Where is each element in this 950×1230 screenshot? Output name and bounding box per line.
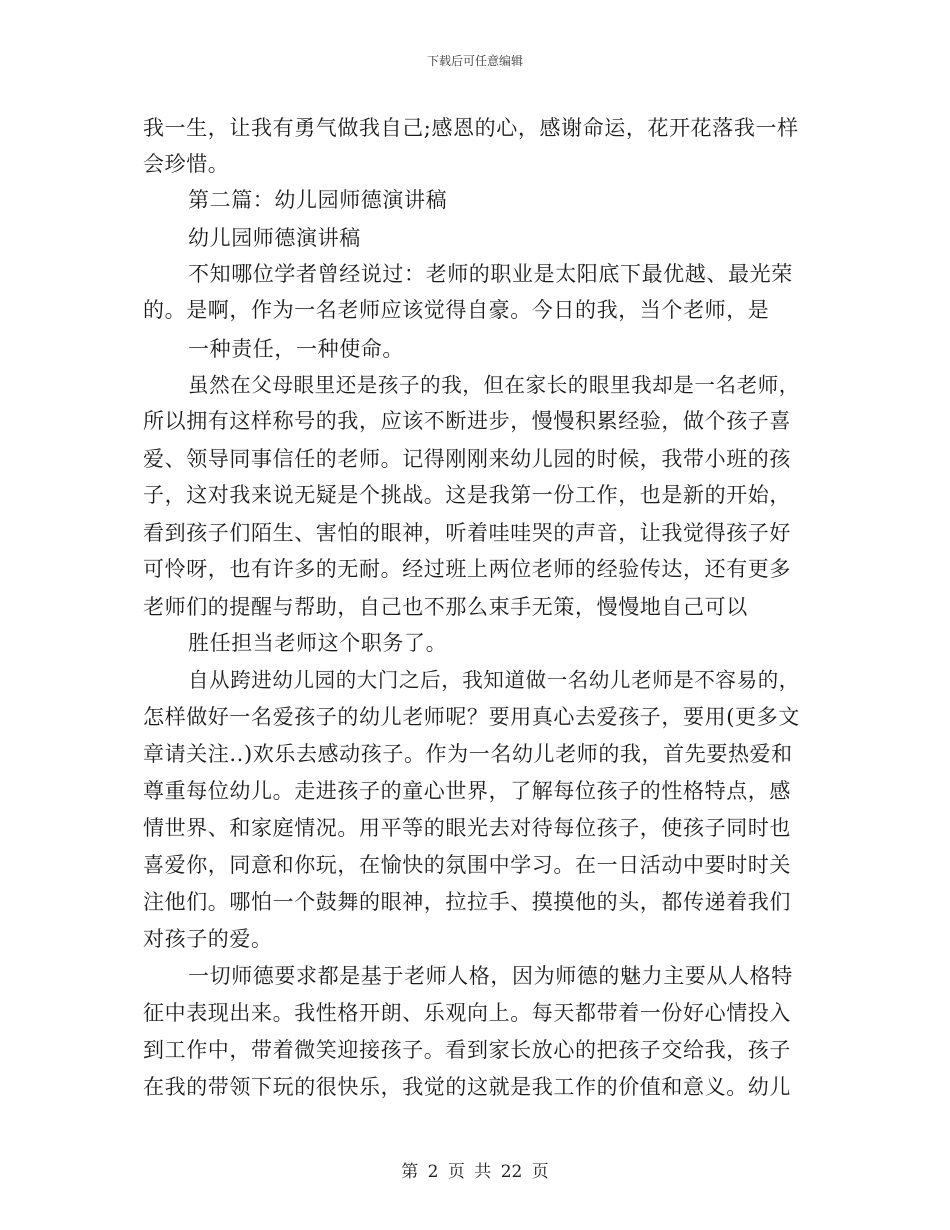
- text-line: 自从跨进幼儿园的大门之后，我知道做一名幼儿老师是不容易的，: [188, 668, 800, 692]
- page-number: 第 2 页 共 22 页: [401, 1162, 549, 1182]
- text-line: 爱、领导同事信任的老师。记得刚刚来幼儿园的时候，我带小班的孩: [143, 447, 791, 471]
- text-line: 虽然在父母眼里还是孩子的我，但在家长的眼里我却是一名老师，: [188, 373, 800, 397]
- section-subtitle: 幼儿园师德演讲稿: [188, 226, 361, 250]
- text-line: 我一生，让我有勇气做我自己;感恩的心，感谢命运，花开花落我一样: [143, 116, 799, 140]
- text-line: 会珍惜。: [143, 152, 230, 176]
- text-line: 老师们的提醒与帮助，自己也不那么束手无策，慢慢地自己可以: [143, 595, 748, 619]
- section-heading: 第二篇：幼儿园师德演讲稿: [188, 188, 448, 212]
- text-line: 在我的带领下玩的很快乐，我觉的这就是我工作的价值和意义。幼儿: [143, 1075, 791, 1099]
- text-line: 注他们。哪怕一个鼓舞的眼神，拉拉手、摸摸他的头，都传递着我们: [143, 890, 791, 914]
- text-line: 对孩子的爱。: [143, 927, 273, 951]
- text-line: 一种责任，一种使命。: [188, 337, 404, 361]
- text-line: 所以拥有这样称号的我，应该不断进步，慢慢积累经验，做个孩子喜: [143, 409, 791, 433]
- text-line: 怎样做好一名爱孩子的幼儿老师呢？要用真心去爱孩子，要用(更多文: [143, 705, 800, 729]
- text-line: 的。是啊，作为一名老师应该觉得自豪。今日的我，当个老师，是: [143, 298, 770, 322]
- text-line: 一切师德要求都是基于老师人格，因为师德的魅力主要从人格特: [188, 964, 793, 988]
- page-header: 下载后可任意编辑: [426, 54, 523, 68]
- text-line: 尊重每位幼儿。走进孩子的童心世界，了解每位孩子的性格特点，感: [143, 779, 791, 803]
- text-line: 到工作中，带着微笑迎接孩子。看到家长放心的把孩子交给我，孩子: [143, 1038, 791, 1062]
- text-line: 可怜呀，也有许多的无耐。经过班上两位老师的经验传达，还有更多: [143, 557, 791, 581]
- text-line: 胜任担当老师这个职务了。: [188, 631, 448, 655]
- text-line: 喜爱你，同意和你玩，在愉快的氛围中学习。在一日活动中要时时关: [143, 853, 791, 877]
- text-line: 子，这对我来说无疑是个挑战。这是我第一份工作，也是新的开始，: [143, 483, 791, 507]
- text-line: 不知哪位学者曾经说过：老师的职业是太阳底下最优越、最光荣: [188, 262, 793, 286]
- text-line: 看到孩子们陌生、害怕的眼神，听着哇哇哭的声音，让我觉得孩子好: [143, 521, 791, 545]
- text-line: 章请关注..)欢乐去感动孩子。作为一名幼儿老师的我，首先要热爱和: [143, 742, 793, 766]
- text-line: 情世界、和家庭情况。用平等的眼光去对待每位孩子，使孩子同时也: [143, 816, 791, 840]
- text-line: 征中表现出来。我性格开朗、乐观向上。每天都带着一份好心情投入: [143, 1001, 791, 1025]
